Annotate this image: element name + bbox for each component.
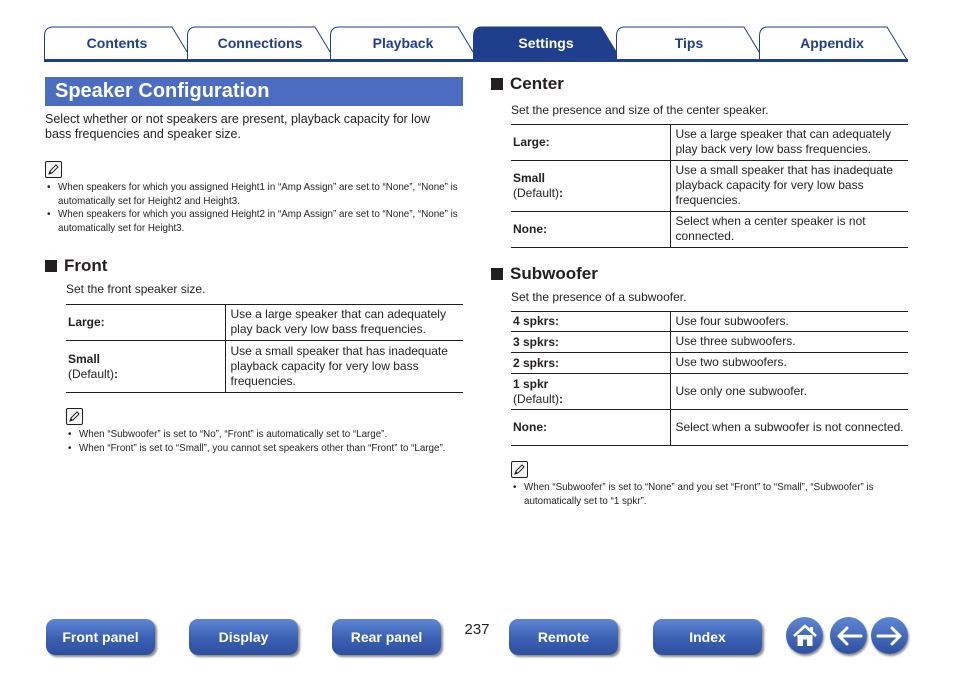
rear-panel-button[interactable]: Rear panel — [332, 619, 441, 655]
row-key: 1 spkr (Default): — [511, 374, 670, 410]
center-heading — [491, 74, 908, 94]
table-row — [511, 374, 908, 410]
tab-playback[interactable] — [330, 26, 488, 60]
table-row — [511, 161, 908, 212]
right-column — [491, 74, 908, 508]
tab-settings[interactable] — [473, 26, 631, 60]
intro-text: Select whether or not speakers are present, playback capacity for low bass frequencies and speaker size. — [45, 112, 430, 141]
front-heading-label: Front — [64, 256, 108, 275]
front-table — [66, 304, 463, 393]
tab-bar — [44, 26, 908, 62]
center-section — [491, 74, 908, 248]
back-arrow-icon[interactable] — [830, 617, 867, 654]
tab-contents[interactable] — [44, 26, 202, 60]
row-key: 3 spkrs: — [511, 332, 670, 353]
front-heading — [45, 256, 463, 276]
page-number: 237 — [464, 621, 490, 638]
index-button[interactable]: Index — [653, 619, 762, 655]
row-key: 4 spkrs: — [511, 312, 670, 332]
table-row — [511, 212, 908, 248]
row-key: None: — [511, 410, 670, 446]
subwoofer-heading — [491, 264, 908, 284]
row-value: Use three subwoofers. — [670, 332, 908, 353]
note-item: • When speakers for which you assigned Height2 in “Amp Assign” are set to “None”, “None” is automatically set for Height3. — [45, 208, 463, 235]
tab-tips[interactable] — [616, 26, 774, 60]
row-key: 2 spkrs: — [511, 353, 670, 374]
note-item: • When speakers for which you assigned Height1 in “Amp Assign” are set to “None”, “None” is automatically set for Height2 and Height3. — [45, 181, 463, 208]
table-row — [511, 410, 908, 446]
front-panel-button[interactable]: Front panel — [46, 619, 155, 655]
row-key: Large: — [511, 125, 670, 161]
remote-button[interactable]: Remote — [509, 619, 618, 655]
row-key: Small (Default): — [511, 161, 670, 212]
subwoofer-description: Set the presence of a subwoofer. — [511, 290, 687, 304]
note-item: • When “Subwoofer” is set to “None” and you set “Front” to “Small”, “Subwoofer” is automatically set to “1 spkr”. — [511, 481, 908, 508]
page-title: Speaker Configuration — [45, 77, 463, 106]
row-value: Use a large speaker that can adequately play back very low bass frequencies. — [670, 125, 908, 161]
pencil-note-icon — [45, 161, 62, 178]
row-key: None: — [511, 212, 670, 248]
section-square-icon — [491, 268, 503, 280]
subwoofer-section — [491, 264, 908, 508]
tab-label: Appendix — [800, 35, 864, 51]
row-value: Use a small speaker that has inadequate playback capacity for very low bass frequencies. — [225, 341, 463, 393]
front-notes — [66, 428, 463, 455]
subwoofer-notes — [511, 481, 908, 508]
row-value: Use two subwoofers. — [670, 353, 908, 374]
tab-label: Tips — [674, 35, 704, 51]
note-item: • When “Front” is set to “Small”, you cannot set speakers other than “Front” to “Large”. — [66, 442, 463, 456]
note-item: • When “Subwoofer” is set to “No”, “Front” is automatically set to “Large”. — [66, 428, 463, 442]
row-key: Small (Default): — [66, 341, 225, 393]
row-value: Select when a subwoofer is not connected. — [670, 410, 908, 446]
subwoofer-table — [511, 311, 908, 446]
display-button[interactable]: Display — [189, 619, 298, 655]
center-table — [511, 124, 908, 248]
section-square-icon — [45, 260, 57, 272]
center-description: Set the presence and size of the center speaker. — [511, 103, 769, 117]
tab-label: Playback — [372, 35, 434, 51]
row-value: Use a small speaker that has inadequate playback capacity for very low bass frequencies. — [670, 161, 908, 212]
row-value: Use four subwoofers. — [670, 312, 908, 332]
tab-label: Contents — [86, 35, 148, 51]
row-value: Use only one subwoofer. — [670, 374, 908, 410]
tab-label: Connections — [217, 35, 303, 51]
tab-connections[interactable] — [187, 26, 345, 60]
row-value: Select when a center speaker is not connected. — [670, 212, 908, 248]
section-square-icon — [491, 78, 503, 90]
tab-label: Settings — [518, 35, 574, 51]
home-icon[interactable] — [786, 617, 823, 654]
table-row — [511, 332, 908, 353]
table-row — [511, 353, 908, 374]
table-row — [511, 125, 908, 161]
tab-appendix[interactable] — [759, 26, 917, 60]
pencil-note-icon — [511, 461, 528, 478]
subwoofer-heading-label: Subwoofer — [510, 264, 598, 283]
left-column — [45, 77, 463, 455]
row-value: Use a large speaker that can adequately play back very low bass frequencies. — [225, 305, 463, 341]
row-key: Large: — [66, 305, 225, 341]
tab-underline — [44, 59, 908, 62]
table-row — [66, 341, 463, 393]
table-row — [66, 305, 463, 341]
table-row — [511, 312, 908, 332]
pencil-note-icon — [66, 408, 83, 425]
center-heading-label: Center — [510, 74, 564, 93]
front-description: Set the front speaker size. — [66, 282, 206, 296]
page-notes — [45, 181, 463, 235]
front-section — [45, 256, 463, 455]
forward-arrow-icon[interactable] — [871, 617, 908, 654]
